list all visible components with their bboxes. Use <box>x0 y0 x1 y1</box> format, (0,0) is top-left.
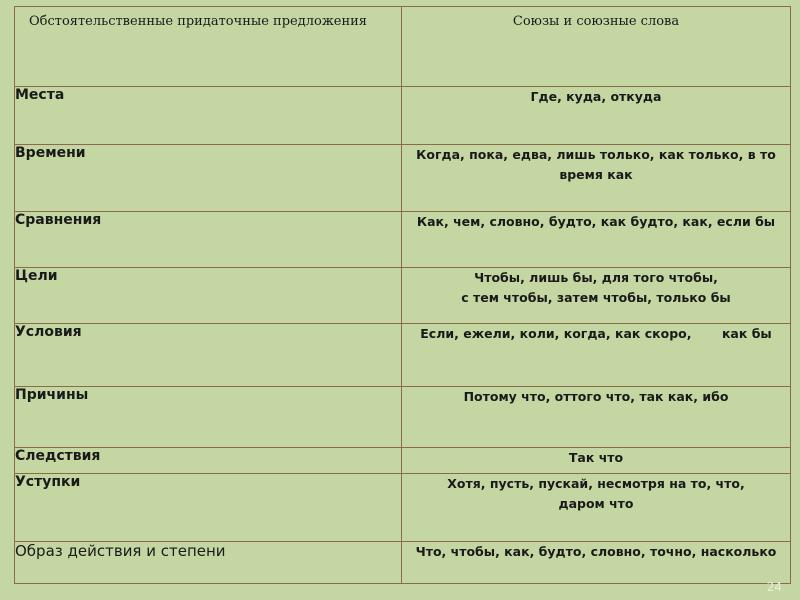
clause-type-concession: Уступки <box>15 474 402 542</box>
clause-type-comparison: Сравнения <box>15 212 402 268</box>
clause-type-manner: Образ действия и степени <box>15 542 402 584</box>
conjunctions-place <box>402 87 791 145</box>
clause-type-cause: Причины <box>15 387 402 448</box>
table-header-row <box>15 7 791 87</box>
header-conjunctions: Союзы и союзные слова <box>402 7 791 87</box>
conjunction-table <box>14 6 791 584</box>
clause-type-place: Места <box>15 87 402 145</box>
table-row <box>15 474 791 542</box>
conjunctions-manner <box>402 542 791 584</box>
clause-type-condition: Условия <box>15 324 402 387</box>
conjunction-line: Так что <box>568 450 624 465</box>
table-row <box>15 212 791 268</box>
page-number: 24 <box>766 580 782 594</box>
conjunction-line: Как, чем, словно, будто, как будто, как, если бы <box>416 214 776 229</box>
conjunction-line: Где, куда, откуда <box>530 89 662 104</box>
table-row <box>15 145 791 212</box>
conjunctions-purpose <box>402 268 791 324</box>
conjunctions-time <box>402 145 791 212</box>
conjunction-line: Если, ежели, коли, когда, как скоро, как бы <box>420 326 772 341</box>
table-row <box>15 387 791 448</box>
clause-type-consequence: Следствия <box>15 448 402 474</box>
header-clause-type: Обстоятельственные придаточные предложения <box>15 7 402 87</box>
conjunctions-condition <box>402 324 791 387</box>
conjunction-line: Когда, пока, едва, лишь только, как только, в то время как <box>416 147 776 182</box>
conjunctions-consequence <box>402 448 791 474</box>
table-row <box>15 324 791 387</box>
clause-type-time: Времени <box>15 145 402 212</box>
conjunction-line: Хотя, пусть, пускай, несмотря на то, что, <box>447 476 745 491</box>
clause-type-purpose: Цели <box>15 268 402 324</box>
conjunction-line: с тем чтобы, затем чтобы, только бы <box>461 290 731 305</box>
conjunctions-cause <box>402 387 791 448</box>
conjunctions-comparison <box>402 212 791 268</box>
conjunctions-concession <box>402 474 791 542</box>
conjunction-line: Что, чтобы, как, будто, словно, точно, насколько <box>415 544 777 559</box>
conjunction-line: Чтобы, лишь бы, для того чтобы, <box>474 270 718 285</box>
conjunction-line: Потому что, оттого что, так как, ибо <box>463 389 729 404</box>
table-row <box>15 542 791 584</box>
conjunction-line: даром что <box>558 496 634 511</box>
table-row <box>15 448 791 474</box>
table-row <box>15 87 791 145</box>
table-row <box>15 268 791 324</box>
